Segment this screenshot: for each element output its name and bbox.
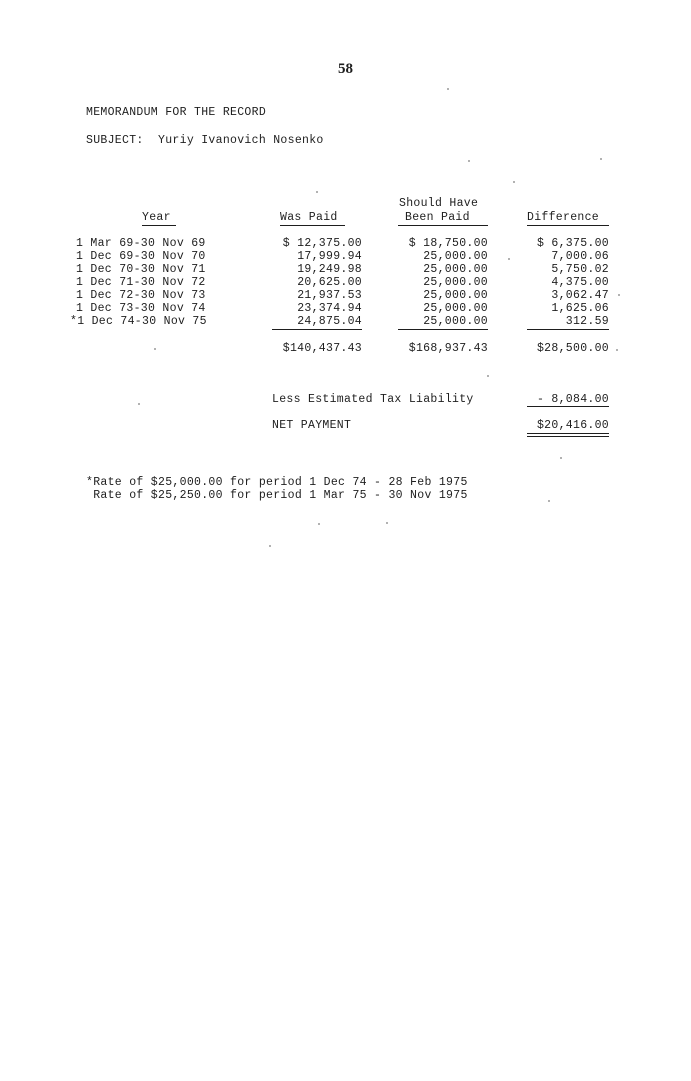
net-value-rule-lower	[527, 436, 609, 437]
table-row	[0, 237, 691, 250]
header-underline-year	[142, 225, 176, 226]
row-should-have: 25,000.00	[423, 276, 488, 289]
total-rule-was-paid	[272, 329, 362, 330]
tax-liability-label: Less Estimated Tax Liability	[272, 393, 474, 406]
scan-speck	[487, 375, 489, 377]
row-was-paid: 23,374.94	[297, 302, 362, 315]
tax-value-rule	[527, 406, 609, 407]
row-year: 1 Mar 69-30 Nov 69	[76, 237, 206, 250]
row-year: 1 Dec 72-30 Nov 73	[76, 289, 206, 302]
total-was-paid: $140,437.43	[282, 342, 362, 355]
net-value-rule-upper	[527, 433, 609, 434]
scan-speck	[154, 348, 156, 350]
scan-speck	[548, 500, 550, 502]
scan-speck	[318, 523, 320, 525]
column-header-should-have-line2: Been Paid	[405, 211, 470, 224]
row-was-paid: 21,937.53	[297, 289, 362, 302]
net-payment-value: $20,416.00	[536, 419, 609, 432]
row-should-have: 25,000.00	[423, 250, 488, 263]
footnote-rate-2: Rate of $25,250.00 for period 1 Mar 75 - 30 Nov 1975	[86, 489, 468, 502]
row-year: 1 Dec 73-30 Nov 74	[76, 302, 206, 315]
scan-speck	[468, 160, 470, 162]
table-row	[0, 250, 691, 263]
total-rule-should-have	[398, 329, 488, 330]
column-header-year: Year	[142, 211, 171, 224]
scan-speck	[269, 545, 271, 547]
total-rule-difference	[527, 329, 609, 330]
row-year: 1 Dec 70-30 Nov 71	[76, 263, 206, 276]
totals-row	[0, 342, 691, 355]
table-row	[0, 263, 691, 276]
row-was-paid: $ 12,375.00	[282, 237, 362, 250]
scan-speck	[447, 88, 449, 90]
row-should-have: $ 18,750.00	[408, 237, 488, 250]
scan-speck	[138, 403, 140, 405]
totals-values	[0, 342, 691, 355]
row-was-paid: 24,875.04	[297, 315, 362, 328]
tax-liability-value: - 8,084.00	[536, 393, 609, 406]
scan-speck	[616, 349, 618, 351]
row-year: 1 Dec 69-30 Nov 70	[76, 250, 206, 263]
header-underline-was-paid	[280, 225, 345, 226]
total-should-have: $168,937.43	[408, 342, 488, 355]
memo-heading: MEMORANDUM FOR THE RECORD	[86, 106, 267, 119]
row-should-have: 25,000.00	[423, 302, 488, 315]
net-payment-label: NET PAYMENT	[272, 419, 352, 432]
row-difference: 1,625.06	[551, 302, 609, 315]
column-header-was-paid: Was Paid	[280, 211, 338, 224]
row-was-paid: 17,999.94	[297, 250, 362, 263]
row-should-have: 25,000.00	[423, 289, 488, 302]
scan-speck	[386, 522, 388, 524]
column-header-should-have-line1: Should Have	[399, 197, 479, 210]
row-year: *1 Dec 74-30 Nov 75	[70, 315, 207, 328]
row-was-paid: 20,625.00	[297, 276, 362, 289]
total-difference: $28,500.00	[536, 342, 609, 355]
scan-speck	[618, 294, 620, 296]
table-row	[0, 315, 691, 328]
table-row	[0, 302, 691, 315]
column-header-difference: Difference	[527, 211, 600, 224]
header-underline-should-have	[398, 225, 488, 226]
table-body	[0, 237, 691, 328]
row-should-have: 25,000.00	[423, 315, 488, 328]
table-row	[0, 276, 691, 289]
row-should-have: 25,000.00	[423, 263, 488, 276]
scan-speck	[508, 258, 510, 260]
row-difference: 312.59	[565, 315, 609, 328]
row-difference: 3,062.47	[551, 289, 609, 302]
row-difference: 5,750.02	[551, 263, 609, 276]
scan-speck	[600, 158, 602, 160]
scan-speck	[560, 457, 562, 459]
footnote-rate-1: *Rate of $25,000.00 for period 1 Dec 74 - 28 Feb 1975	[86, 476, 468, 489]
scan-speck	[316, 191, 318, 193]
row-year: 1 Dec 71-30 Nov 72	[76, 276, 206, 289]
row-difference: 7,000.06	[551, 250, 609, 263]
memo-subject: SUBJECT: Yuriy Ivanovich Nosenko	[86, 134, 324, 147]
row-difference: 4,375.00	[551, 276, 609, 289]
scan-speck	[513, 181, 515, 183]
table-row	[0, 289, 691, 302]
row-was-paid: 19,249.98	[297, 263, 362, 276]
row-difference: $ 6,375.00	[536, 237, 609, 250]
page-number: 58	[338, 61, 353, 77]
header-underline-difference	[527, 225, 609, 226]
